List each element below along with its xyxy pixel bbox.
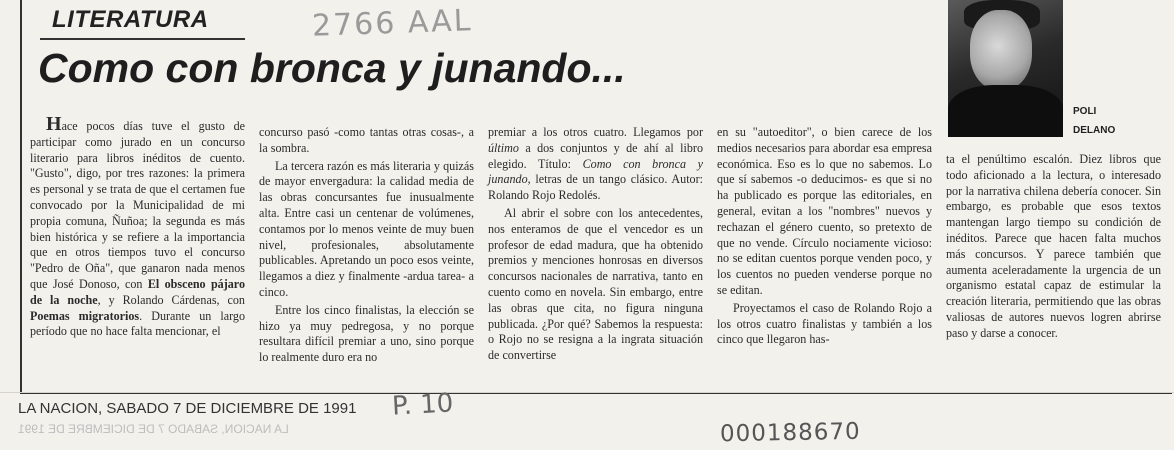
col1-end: . Durante un largo período que no hace falta mencionar, el xyxy=(30,308,245,339)
col2-para-3: Entre los cinco finalistas, la elección se hizo ya muy pedregosa, y no porque resultara difícil premiar a uno, sino porque lo realmente duro era no xyxy=(259,302,474,365)
byline-last: DELANO xyxy=(1073,125,1116,136)
article-column-2 xyxy=(259,125,474,368)
article-column-1 xyxy=(30,113,245,342)
col2-para-1: concurso pasó -como tantas otras cosas-, a la sombra. xyxy=(259,125,474,155)
col5-para-1: ta el penúltimo escalón. Diez libros que todo aficionado a la lectura, o interesado por la narrativa chilena debería conocer. Sin embargo, es probable que esos textos mantengan largo tiempo su condición de inéditos. Parece que hacen falta muchos más concursos. Y parece también que aumenta aceleradamente la urgencia de un organismo estatal capaz de estimular la creación literaria, permitiendo que las obras valiosas de autores nuevos logren abrirse paso y darse a conocer. xyxy=(946,152,1161,340)
col3-italic-2: Como con bronca y junando xyxy=(488,156,703,187)
handwritten-code: 2766 AAL xyxy=(311,3,474,44)
book-title-2: Poemas migratorios xyxy=(30,308,140,323)
col2-para-2: La tercera razón es más literaria y quizás de mayor envergadura: la calidad media de las obras concursantes fue inusualmente alta. Entre casi un centenar de volúmenes, contamos por lo menos veinte de muy buen nivel, profesionales, absolutamente publicables. Apretando un poco esos veinte, llegamos a diez y finalmente -ardua tarea- a cinco. xyxy=(259,158,474,299)
headline: Como con bronca y junando... xyxy=(38,45,626,91)
page-crease xyxy=(0,392,1174,393)
photo-shoulders xyxy=(948,85,1063,137)
col4-para-1: en su "autoeditor", o bien carece de los medios necesarios para abordar esa empresa económica. Eso es lo que no sabemos. Lo que sí sabemos -o deducimos- es que si no ha publicado es porque las editoriales, en general, evitan a los "nombres" nuevos y rechazan el género cuento, so pretexto de que no vende. Círculo nociamente vicioso: no se editan cuentos porque venden poco, y los cuentos no pueden venderse porque no se editan. xyxy=(717,125,932,297)
col1-text: ace pocos días tuve el gusto de participar como jurado en un concurso literario para libros inéditos de cuento. "Gusto", digo, por tres razones: la primera es personal y se trata de que el certamen fue convocado por la Municipalidad de mi propia comuna, Ñuñoa; la segunda es más bien histórica y se refiere a la importancia que en otros tiempos tuvo el concurso "Pedro de Oña", que ganaron nada menos que José Donoso, con xyxy=(30,119,245,291)
section-rule xyxy=(40,38,245,40)
col3-text-c: , letras de un tango clásico. Autor: Rolando Rojo Redolés. xyxy=(488,172,703,203)
book-title-1: El obsceno pájaro de la noche xyxy=(30,276,245,307)
author-photo xyxy=(948,0,1063,137)
article-column-4 xyxy=(717,125,932,350)
author-byline xyxy=(1073,102,1115,140)
publication-credit: LA NACION, SABADO 7 DE DICIEMBRE DE 1991 xyxy=(18,400,357,417)
col3-text-b: a dos conjuntos y de ahí al libro elegido. Título: xyxy=(488,140,703,171)
drop-cap: H xyxy=(46,113,62,135)
handwritten-page-note: P. 10 xyxy=(391,388,454,422)
bleed-through-text: LA NACION, SABADO 7 DE DICIEMBRE DE 1991 xyxy=(18,422,289,436)
photo-face xyxy=(970,10,1032,90)
col3-italic-1: último xyxy=(488,140,519,155)
handwritten-catalog-number: 000188670 xyxy=(719,418,861,448)
col3-para-2: Al abrir el sobre con los antecedentes, nos enteramos de que el vencedor es un profesor de edad madura, que ha obtenido premios y menciones honrosas en diversos concursos nacionales de narrativa, tanto en cuento como en novela. Sin embargo, entre las obras que cita, no figura ninguna publicada. ¿Por qué? Sabemos la respuesta: o Rojo no se resigna a la ingrata situación de convertirse xyxy=(488,205,703,363)
section-label: LITERATURA xyxy=(52,6,209,33)
col3-text-a: premiar a los otros cuatro. Llegamos por xyxy=(488,125,703,139)
col1-mid: , y Rolando Cárdenas, con xyxy=(97,292,245,307)
article-column-5 xyxy=(946,152,1161,344)
col4-para-2: Proyectamos el caso de Rolando Rojo a los otros cuatro finalistas y también a los cinco que llegaron has- xyxy=(717,300,932,347)
byline-first: POLI xyxy=(1073,106,1097,117)
article-column-3 xyxy=(488,125,703,366)
